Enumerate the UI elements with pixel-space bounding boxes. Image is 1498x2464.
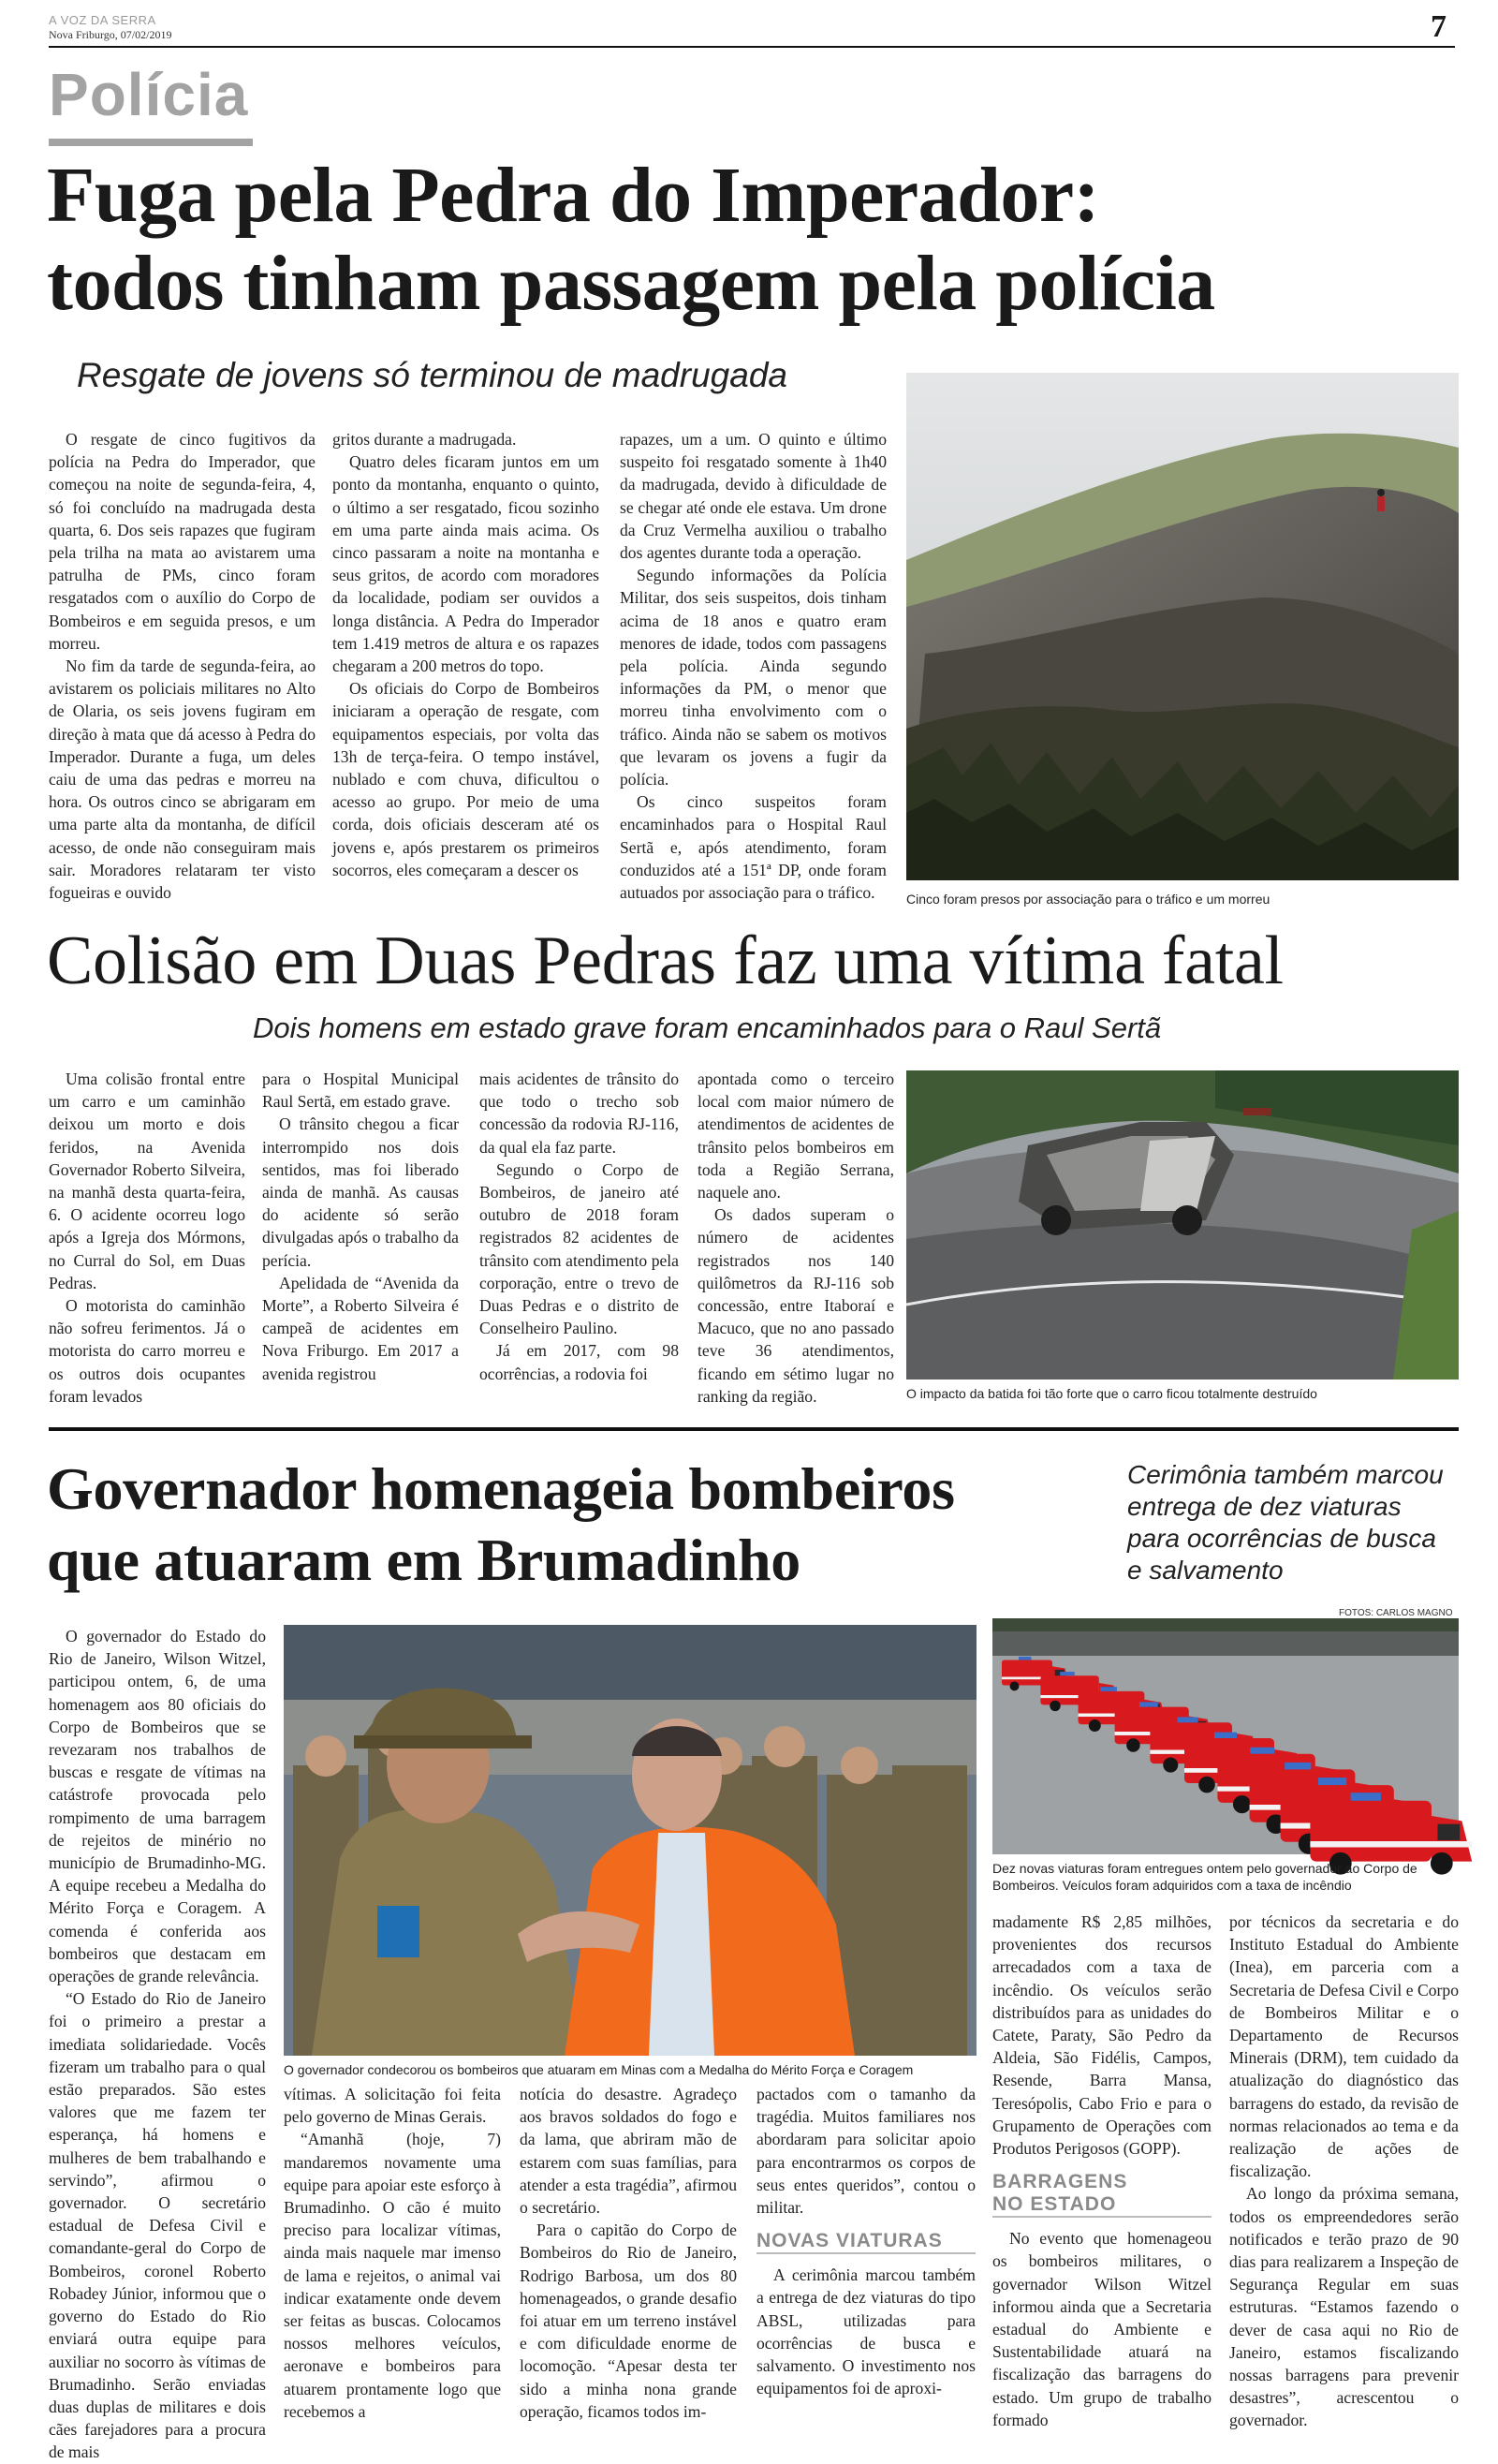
paragraph: notícia do desastre. Agradeço aos bravos soldados do fogo e da lama, que abriram mão de estarem com suas famílias, para atender a esta tragédia”, afirmou o secretário. (520, 2085, 737, 2218)
story3-column-5 (992, 1911, 1212, 2431)
paragraph: apontada como o terceiro local com maior número de atendimentos de acidentes de trânsito pelos bombeiros em toda a Região Serrana, naquele ano. (698, 1070, 894, 1202)
section-title: Polícia (49, 61, 249, 128)
paragraph: O governador do Estado do Rio de Janeiro, Wilson Witzel, participou ontem, 6, de uma homenagem aos 80 oficiais do Corpo de Bombeiros que se revezaram nos trabalhos de buscas e resgate de vítimas na catástrofe provocada pelo rompimento de uma barragem de rejeitos de minério no município de Brumadinho-MG. A equipe recebeu a Medalha do Mérito Força e Coragem. A comenda é conferida aos bombeiros que destacam em operações de grande relevância. (49, 1627, 266, 1986)
story1-column-2 (332, 428, 599, 881)
paragraph: Os oficiais do Corpo de Bombeiros iniciaram a operação de resgate, com equipamentos especiais, por volta das 13h de terça-feira. O tempo instável, nublado e com chuva, dificultou o acesso ao grupo. Por meio de uma corda, dois oficiais desceram até os jovens e, após prestarem os primeiros socorros, eles começaram a descer os (332, 679, 599, 879)
crash-illustration (906, 1070, 1459, 1380)
paragraph: “O Estado do Rio de Janeiro foi o primeiro a prestar a imediata solidariedade. Vocês fizeram um trabalho para o qual estão preparados. São estes valores que me fazem ter esperança, há homens e mulheres de bem trabalhando e servindo”, afirmou o governador. O secretário estadual de Defesa Civil e comandante-geral do Corpo de Bombeiros, coronel Roberto Robadey Júnior, informou que o governo do Estado do Rio enviará outra equipe para auxiliar no socorro às vítimas de Brumadinho. Serão enviadas duas duplas de militares e dois cães farejadores para a procura de mais (49, 1989, 266, 2462)
paragraph: vítimas. A solicitação foi feita pelo governo de Minas Gerais. (284, 2085, 501, 2127)
mountain-illustration (906, 373, 1459, 880)
story1-headline (47, 152, 1215, 328)
story2-column-2 (262, 1068, 459, 1385)
story2-caption: O impacto da batida foi tão forte que o carro ficou totalmente destruído (906, 1386, 1317, 1401)
story1-column-1 (49, 428, 316, 904)
photo-credit: FOTOS: CARLOS MAGNO (1339, 1608, 1453, 1618)
photo-pedra-imperador (906, 373, 1459, 880)
story3-column-2 (284, 2083, 501, 2423)
story3-headline-line2: que atuaram em Brumadinho (47, 1527, 801, 1593)
paper-name: A VOZ DA SERRA (49, 13, 156, 27)
photo-new-trucks (992, 1618, 1459, 1854)
page-number: 7 (1431, 9, 1447, 44)
story3-deck: Cerimônia também marcou entrega de dez viaturas para ocorrências de busca e salvamento (1127, 1460, 1444, 1585)
paragraph: Segundo o Corpo de Bombeiros, de janeiro até outubro de 2018 foram registrados 82 acidentes de trânsito com atendimento pela corporação, entre o trevo de Duas Pedras e o distrito de Conselheiro Paulino. (479, 1159, 679, 1338)
paragraph: Os dados superam o número de acidentes registrados nos 140 quilômetros da RJ-116 sob concessão, entre Itaboraí e Macuco, que no ano passado teve 36 atendimentos, ficando em sétimo lugar no ranking da região. (698, 1205, 894, 1406)
story3-trucks-caption: Dez novas viaturas foram entregues ontem pelo governador ao Corpo de Bombeiros. Veículos foram adquiridos com a taxa de incêndio (992, 1861, 1417, 1893)
photo-car-crash (906, 1070, 1459, 1380)
paragraph: Para o capitão do Corpo de Bombeiros do Rio de Janeiro, Rodrigo Barbosa, um dos 80 homenageados, o grande desafio foi atuar em um terreno instável e com dificuldade enorme de locomoção. “Apesar desta ter sido a minha nona grande operação, ficamos todos im- (520, 2221, 737, 2421)
story2-column-1 (49, 1068, 245, 1408)
paragraph: A cerimônia marcou também a entrega de dez viaturas do tipo ABSL, utilizadas para ocorrências de busca e salvamento. O investimento nos equipamentos foi de aproxi- (756, 2265, 976, 2398)
story3-headline (47, 1453, 955, 1596)
paragraph: Uma colisão frontal entre um carro e um caminhão deixou um morto e dois feridos, na Avenida Governador Roberto Silveira, na manhã desta quarta-feira, 6. O acidente ocorreu logo após a Igreja dos Mórmons, no Curral do Sol, em Duas Pedras. (49, 1070, 245, 1292)
story-divider (49, 1427, 1459, 1431)
paragraph: pactados com o tamanho da tragédia. Muitos familiares nos abordaram para solicitar apoio para encontrarmos os corpos de seus entes queridos”, contou o militar. (756, 2085, 976, 2218)
story3-column-6 (1229, 1911, 1459, 2432)
story3-column-1 (49, 1625, 266, 2464)
paragraph: Segundo informações da Polícia Militar, dos seis suspeitos, dois tinham acima de 18 anos e quatro eram menores de idade, todos com passagens pela polícia. Ainda segundo informações da PM, o menor que morreu tinha envolvimento com o tráfico. Ainda não se sabem os motivos que levaram os jovens a fugir da polícia. (620, 566, 887, 789)
story1-headline-line2: todos tinham passagem pela polícia (47, 240, 1215, 327)
paragraph: gritos durante a madrugada. (332, 430, 517, 449)
subhead-novas-viaturas: NOVAS VIATURAS (756, 2230, 976, 2254)
story3-column-4 (756, 2083, 976, 2399)
story2-column-3 (479, 1068, 679, 1385)
subhead-line: BARRAGENS (992, 2171, 1128, 2193)
story1-caption: Cinco foram presos por associação para o tráfico e um morreu (906, 892, 1270, 907)
story2-column-4 (698, 1068, 894, 1408)
paragraph: O trânsito chegou a ficar interrompido nos dois sentidos, mas foi liberado ainda de manhã. As causas do acidente só serão divulgadas após o trabalho da perícia. (262, 1114, 459, 1270)
header-rule (49, 46, 1455, 48)
paragraph: No fim da tarde de segunda-feira, ao avistarem os policiais militares no Alto de Olaria, os seis jovens fugiram em direção à mata que dá acesso à Pedra do Imperador. Durante a fuga, um deles caiu de uma das pedras e morreu na hora. Os outros cinco se abrigaram em uma parte alta da montanha, de difícil acesso, de onde não conseguiram mais sair. Moradores relataram ter visto fogueiras e ouvido (49, 657, 316, 903)
paragraph: Apelidada de “Avenida da Morte”, a Roberto Silveira é campeã de acidentes em Nova Friburgo. Em 2017 a avenida registrou (262, 1273, 459, 1383)
story2-headline: Colisão em Duas Pedras faz uma vítima fatal (47, 922, 1284, 999)
paragraph: madamente R$ 2,85 milhões, provenientes dos recursos arrecadados com a taxa de incêndio. Os veículos serão distribuídos para as unidades do Catete, Paraty, São Pedro da Aldeia, São Fidélis, Campos, Resende, Barra Mansa, Teresópolis, Cabo Frio e para o Grupamento de Operações com Produtos Perigosos (GOPP). (992, 1912, 1212, 2159)
paragraph: O resgate de cinco fugitivos da polícia na Pedra do Imperador, que começou na noite de segunda-feira, 4, só foi concluído na madrugada desta quarta, 6. Dos seis rapazes que fugiram pela trilha na mata ao avistarem uma patrulha de PMs, cinco foram resgatados com o auxílio do Corpo de Bombeiros e em seguida presos, e um morreu. (49, 430, 316, 653)
story1-deck: Resgate de jovens só terminou de madrugada (77, 356, 787, 394)
paragraph: Quatro deles ficaram juntos em um ponto da montanha, enquanto o quinto, o último a ser resgatado, ficou sozinho em uma parte ainda mais acima. Os cinco passaram a noite na montanha e seus gritos, de acordo com moradores da localidade, podiam ser ouvidos a longa distância. A Pedra do Imperador tem 1.419 metros de altura e os rapazes chegaram a 200 metros do topo. (332, 452, 599, 676)
ceremony-illustration (284, 1625, 977, 2056)
story1-headline-line1: Fuga pela Pedra do Imperador: (47, 152, 1100, 239)
story3-main-caption: O governador condecorou os bombeiros que atuaram em Minas com a Medalha do Mérito Força e Coragem (284, 2062, 914, 2077)
paragraph: O motorista do caminhão não sofreu ferimentos. Já o motorista do carro morreu e os outros dois ocupantes foram levados (49, 1296, 245, 1406)
section-underline (49, 139, 253, 146)
subhead-barragens (992, 2171, 1212, 2218)
photo-ceremony (284, 1625, 977, 2056)
paragraph: No evento que homenageou os bombeiros militares, o governador Wilson Witzel informou ainda que a Secretaria estadual do Ambiente e Sustentabilidade atuará na fiscalização das barragens do estado. Um grupo de trabalho formado (992, 2229, 1212, 2429)
paragraph: por técnicos da secretaria e do Instituto Estadual do Ambiente (Inea), em parceria com a Secretaria de Defesa Civil e Corpo de Bombeiros Militar e o Departamento de Recursos Minerais (DRM), tem cuidado da atualização do diagnóstico das barragens do estado, da revisão de normas relacionados ao tema e da realização de ações de fiscalização. (1229, 1912, 1459, 2181)
story3-column-3 (520, 2083, 737, 2423)
paragraph: Ao longo da próxima semana, todos os empreendedores serão notificados e terão prazo de 90 dias para realizarem a Inspeção de Segurança Regular em suas estruturas. “Estamos fazendo o dever de casa aqui no Rio de Janeiro, estamos fiscalizando nossas barragens para prevenir desastres”, acrescentou o governador. (1229, 2184, 1459, 2430)
paragraph: para o Hospital Municipal Raul Sertã, em estado grave. (262, 1070, 459, 1112)
story3-headline-line1: Governador homenageia bombeiros (47, 1455, 955, 1522)
paragraph: rapazes, um a um. O quinto e último suspeito foi resgatado somente à 1h40 da madrugada, devido à dificuldade de se chegar até onde ele estava. Um drone da Cruz Vermelha auxiliou o trabalho dos agentes durante toda a operação. (620, 430, 887, 563)
story2-deck: Dois homens em estado grave foram encaminhados para o Raul Sertã (253, 1011, 1162, 1044)
paragraph: Os cinco suspeitos foram encaminhados para o Hospital Raul Sertã e, após atendimento, foram conduzidos até a 151ª DP, onde foram autuados por associação para o tráfico. (620, 792, 887, 903)
story1-column-3 (620, 428, 887, 904)
paragraph: mais acidentes de trânsito do que todo o trecho sob concessão da rodovia RJ-116, da qual ela faz parte. (479, 1070, 679, 1157)
trucks-illustration (992, 1618, 1459, 1854)
paragraph: “Amanhã (hoje, 7) mandaremos novamente uma equipe para apoiar este esforço à Brumadinho. O cão é muito preciso para localizar vítimas, ainda mais naquele mar imenso de lama e rejeitos, o animal vai indicar exatamente onde devem ser feitas as buscas. Colocamos nossos melhores veículos, aeronave e bombeiros para atuarem prontamente logo que recebemos a (284, 2130, 501, 2421)
subhead-line: NO ESTADO (992, 2193, 1117, 2216)
date-line: Nova Friburgo, 07/02/2019 (49, 28, 172, 41)
paragraph: Já em 2017, com 98 ocorrências, a rodovia foi (479, 1341, 679, 1383)
